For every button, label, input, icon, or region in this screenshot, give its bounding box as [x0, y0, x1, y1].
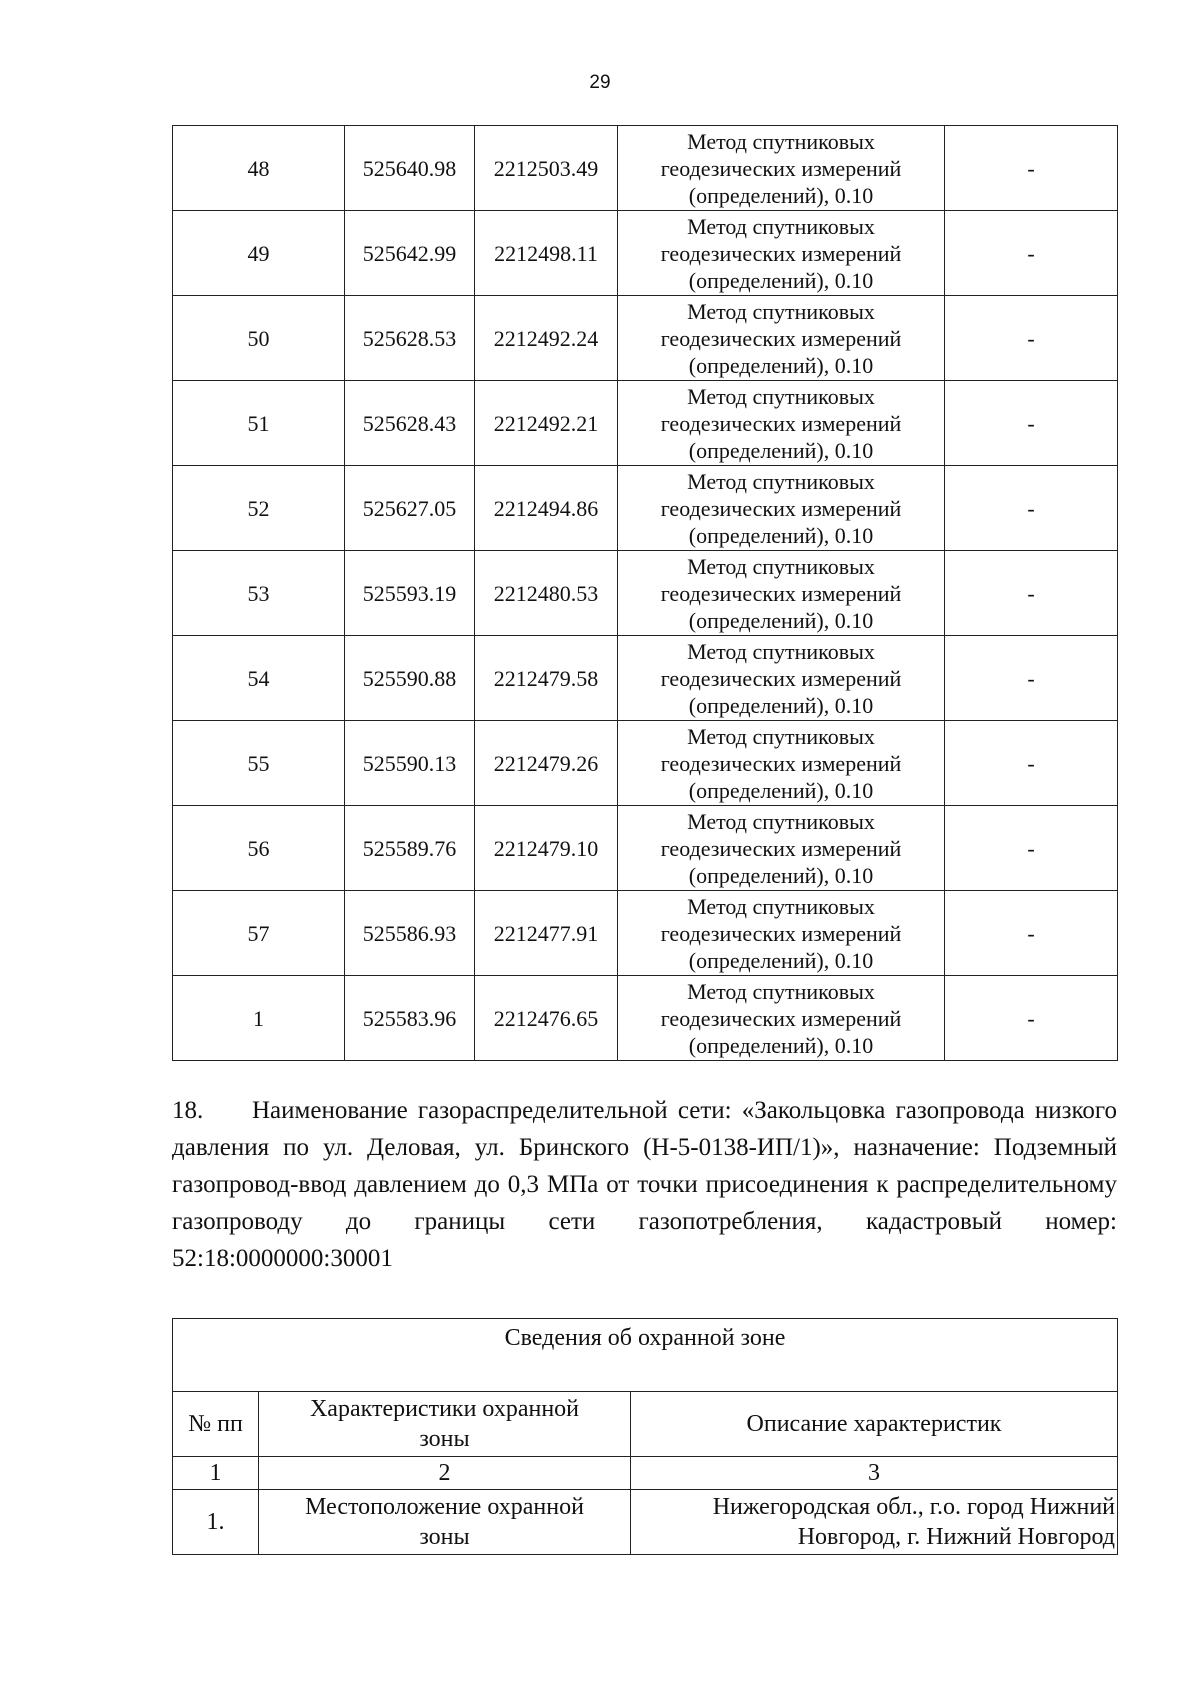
- point-number: 50: [173, 296, 345, 381]
- table-row: [173, 976, 1118, 1061]
- point-number: 56: [173, 806, 345, 891]
- method-line: Метод спутниковых: [687, 213, 875, 239]
- header-description: Описание характеристик: [631, 1392, 1118, 1457]
- row-characteristic-line-1: Местоположение охранной: [305, 1494, 584, 1520]
- table-row: [173, 636, 1118, 721]
- point-number: 57: [173, 891, 345, 976]
- method-line: (определений), 0.10: [688, 182, 874, 208]
- table-row: [173, 891, 1118, 976]
- index-col-1: 1: [173, 1457, 259, 1490]
- coord-y: 2212479.10: [475, 806, 618, 891]
- coord-x: 525583.96: [345, 976, 475, 1061]
- coord-y: 2212479.26: [475, 721, 618, 806]
- method-line: Метод спутниковых: [687, 298, 875, 324]
- zone-table-index-row: [173, 1457, 1118, 1490]
- section-number: 18.: [172, 1097, 204, 1124]
- point-number: 49: [173, 211, 345, 296]
- note-cell: -: [945, 211, 1118, 296]
- point-number: 48: [173, 126, 345, 211]
- header-characteristic: [259, 1392, 631, 1457]
- index-col-2: 2: [259, 1457, 631, 1490]
- header-num: № пп: [173, 1392, 259, 1457]
- coord-y: 2212480.53: [475, 551, 618, 636]
- point-number: 55: [173, 721, 345, 806]
- point-number: 53: [173, 551, 345, 636]
- coord-x: 525589.76: [345, 806, 475, 891]
- point-number: 1: [173, 976, 345, 1061]
- method-line: Метод спутниковых: [687, 808, 875, 834]
- method-line: (определений), 0.10: [688, 437, 874, 463]
- method-cell: [618, 381, 945, 466]
- note-cell: -: [945, 126, 1118, 211]
- coord-x: 525640.98: [345, 126, 475, 211]
- method-cell: [618, 126, 945, 211]
- method-line: Метод спутниковых: [687, 978, 875, 1004]
- table-row: [173, 296, 1118, 381]
- table-row: [173, 381, 1118, 466]
- note-cell: -: [945, 466, 1118, 551]
- method-line: Метод спутниковых: [687, 128, 875, 154]
- row-characteristic-line-2: зоны: [419, 1524, 470, 1550]
- table-row: [173, 806, 1118, 891]
- coord-y: 2212492.24: [475, 296, 618, 381]
- coordinates-table-body: [173, 126, 1118, 1061]
- protection-zone-table: [172, 1318, 1118, 1555]
- method-line: геодезических измерений: [660, 750, 902, 776]
- method-cell: [618, 211, 945, 296]
- row-description-line-2: Новгород, г. Нижний Новгород: [797, 1524, 1115, 1550]
- method-cell: [618, 466, 945, 551]
- coord-x: 525593.19: [345, 551, 475, 636]
- method-line: геодезических измерений: [660, 920, 902, 946]
- note-cell: -: [945, 551, 1118, 636]
- row-description: [631, 1490, 1118, 1555]
- method-cell: [618, 976, 945, 1061]
- row-description-line-1: Нижегородская обл., г.о. город Нижний: [712, 1494, 1115, 1520]
- method-line: (определений), 0.10: [688, 522, 874, 548]
- header-characteristic-line-1: Характеристики охранной: [309, 1396, 580, 1422]
- row-num: 1.: [173, 1490, 259, 1555]
- zone-table-title: Сведения об охранной зоне: [173, 1319, 1118, 1392]
- coord-y: 2212503.49: [475, 126, 618, 211]
- row-characteristic: [259, 1490, 631, 1555]
- method-line: геодезических измерений: [660, 665, 902, 691]
- table-row: [173, 551, 1118, 636]
- section-paragraph: [172, 1092, 1117, 1277]
- section-text: Наименование газораспределительной сети: «Закольцовка газопровода низкого давления по ул. Деловая, ул. Бринского (Н-5-0138-ИП/1)», назначение: Подземный газопровод-ввод давлением до 0,3 МПа от точки присоединения к распределительному газопроводу до границы сети газопотребления, кадастровый номер: 52:18:0000000:30001: [172, 1097, 1117, 1272]
- method-line: (определений), 0.10: [688, 947, 874, 973]
- table-row: [173, 721, 1118, 806]
- coord-y: 2212498.11: [475, 211, 618, 296]
- method-line: Метод спутниковых: [687, 553, 875, 579]
- method-line: Метод спутниковых: [687, 468, 875, 494]
- method-cell: [618, 721, 945, 806]
- method-line: геодезических измерений: [660, 240, 902, 266]
- method-line: геодезических измерений: [660, 495, 902, 521]
- point-number: 52: [173, 466, 345, 551]
- coord-x: 525586.93: [345, 891, 475, 976]
- point-number: 51: [173, 381, 345, 466]
- method-line: Метод спутниковых: [687, 383, 875, 409]
- coord-x: 525642.99: [345, 211, 475, 296]
- method-cell: [618, 636, 945, 721]
- table-row: [173, 126, 1118, 211]
- table-row: [173, 211, 1118, 296]
- zone-table-header-row: [173, 1392, 1118, 1457]
- note-cell: -: [945, 721, 1118, 806]
- method-line: (определений), 0.10: [688, 692, 874, 718]
- coord-x: 525628.53: [345, 296, 475, 381]
- method-line: Метод спутниковых: [687, 723, 875, 749]
- coord-y: 2212492.21: [475, 381, 618, 466]
- coord-y: 2212479.58: [475, 636, 618, 721]
- method-line: геодезических измерений: [660, 155, 902, 181]
- method-line: Метод спутниковых: [687, 638, 875, 664]
- coordinates-table: [172, 125, 1118, 1061]
- coord-x: 525628.43: [345, 381, 475, 466]
- note-cell: -: [945, 381, 1118, 466]
- method-cell: [618, 806, 945, 891]
- page-number: 29: [589, 72, 611, 93]
- coord-x: 525590.13: [345, 721, 475, 806]
- coord-x: 525627.05: [345, 466, 475, 551]
- note-cell: -: [945, 891, 1118, 976]
- note-cell: -: [945, 636, 1118, 721]
- method-line: геодезических измерений: [660, 580, 902, 606]
- method-line: геодезических измерений: [660, 410, 902, 436]
- method-line: геодезических измерений: [660, 835, 902, 861]
- index-col-3: 3: [631, 1457, 1118, 1490]
- point-number: 54: [173, 636, 345, 721]
- note-cell: -: [945, 976, 1118, 1061]
- method-cell: [618, 296, 945, 381]
- table-row: [173, 1490, 1118, 1555]
- method-cell: [618, 891, 945, 976]
- method-line: (определений), 0.10: [688, 862, 874, 888]
- note-cell: -: [945, 806, 1118, 891]
- zone-table-title-row: [173, 1319, 1118, 1392]
- coord-y: 2212477.91: [475, 891, 618, 976]
- method-line: (определений), 0.10: [688, 352, 874, 378]
- coord-y: 2212494.86: [475, 466, 618, 551]
- method-line: (определений), 0.10: [688, 1032, 874, 1058]
- method-cell: [618, 551, 945, 636]
- method-line: геодезических измерений: [660, 325, 902, 351]
- coord-y: 2212476.65: [475, 976, 618, 1061]
- method-line: (определений), 0.10: [688, 607, 874, 633]
- note-cell: -: [945, 296, 1118, 381]
- header-characteristic-line-2: зоны: [419, 1426, 470, 1452]
- method-line: (определений), 0.10: [688, 267, 874, 293]
- method-line: Метод спутниковых: [687, 893, 875, 919]
- table-row: [173, 466, 1118, 551]
- method-line: (определений), 0.10: [688, 777, 874, 803]
- coord-x: 525590.88: [345, 636, 475, 721]
- method-line: геодезических измерений: [660, 1005, 902, 1031]
